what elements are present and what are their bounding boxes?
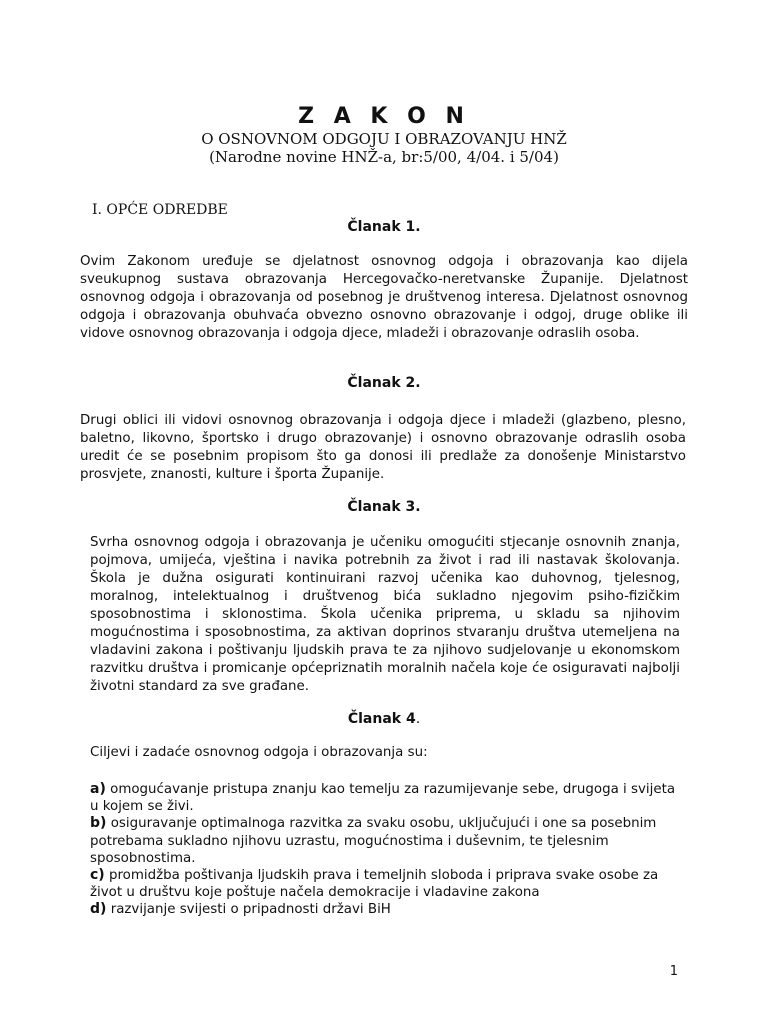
section-heading: I. OPĆE ODREDBE <box>92 202 228 218</box>
list-item-letter: c) <box>90 867 105 884</box>
list-item <box>90 901 680 918</box>
article-3-text: Svrha osnovnog odgoja i obrazovanja je učeniku omogućiti stjecanje osnovnih znanja, pojmova, umijeća, vještina i navika potrebnih za život i rad ili nastavak školovanja. Škola je dužna osigurati kontinuirani razvoj učenika kao duhovnog, tjelesnog, moralnog, intelektualnog i društvenog bića sukladno njegovim psiho-fizičkim sposobnostima i sklonostima. Škola učenika priprema, u skladu sa njihovim mogućnostima i sposobnostima, za aktivan doprinos stvaranju društva utemeljena na vladavini zakona i poštivanju ljudskih prava te za njihovo sudjelovanje u ekonomskom razvitku društva i promicanje općepriznatih moralnih načela koje će osiguravati najbolji životni standard za sve građane. <box>90 535 680 694</box>
page-number: 1 <box>669 964 678 979</box>
article-3-heading: Članak 3. <box>347 499 421 515</box>
article-4-heading-label: Članak 4 <box>347 711 416 727</box>
list-item-letter: b) <box>90 815 107 832</box>
list-item-text: omogućavanje pristupa znanju kao temelju za razumijevanje sebe, drugoga i svijeta u kojem se živi. <box>90 782 676 815</box>
article-4-list <box>90 781 680 919</box>
list-item-letter: a) <box>90 781 106 797</box>
list-item-letter: d) <box>90 901 107 918</box>
article-4-intro: Ciljevi i zadaće osnovnog odgoja i obrazovanja su: <box>90 745 428 760</box>
list-item-text: razvijanje svijesti o pripadnosti državi BiH <box>110 902 391 918</box>
article-2-heading: Članak 2. <box>347 375 421 391</box>
document-citation: (Narodne novine HNŽ-a, br:5/00, 4/04. i 5/04) <box>209 148 559 166</box>
list-item-text: osiguravanje optimalnoga razvitka za svaku osobu, uključujući i one sa posebnim potrebama sukladno njihovu uzrastu, mogućnostima i duševnim, te tjelesnim sposobnostima. <box>90 816 657 866</box>
article-4-heading <box>0 711 768 727</box>
article-1-text: Ovim Zakonom uređuje se djelatnost osnovnog odgoja i obrazovanja kao dijela sveukupnog sustava obrazovanja Hercegovačko-neretvanske Županije. Djelatnost osnovnog odgoja i obrazovanja od posebnog je društvenog interesa. Djelatnost osnovnog odgoja i obrazovanja obuhvaća obvezno osnovno obrazovanje i odgoj, druge oblike ili vidove osnovnog obrazovanja i odgoja djece, mladeži i obrazovanje odraslih osoba. <box>80 254 688 341</box>
list-item <box>90 867 680 901</box>
article-2-text: Drugi oblici ili vidovi osnovnog obrazovanja i odgoja djece i mladeži (glazbeno, plesno, baletno, likovno, športsko i drugo obrazovanje) i osnovno obrazovanje odraslih osoba uredit će se posebnim propisom što ga donosi ili predlaže za donošenje Ministarstvo prosvjete, znanosti, kulture i športa Županije. <box>80 413 686 482</box>
article-1-heading: Članak 1. <box>347 219 421 235</box>
list-item-text: promidžba poštivanja ljudskih prava i temeljnih sloboda i priprava svake osobe za život u društvu koje poštuje načela demokracije i vladavine zakona <box>90 868 659 901</box>
document-subtitle: O OSNOVNOM ODGOJU I OBRAZOVANJU HNŽ <box>201 130 567 148</box>
document-title: Z A K O N <box>298 104 470 129</box>
list-item <box>90 781 680 815</box>
list-item <box>90 815 680 867</box>
article-4-heading-dot: . <box>415 711 421 727</box>
